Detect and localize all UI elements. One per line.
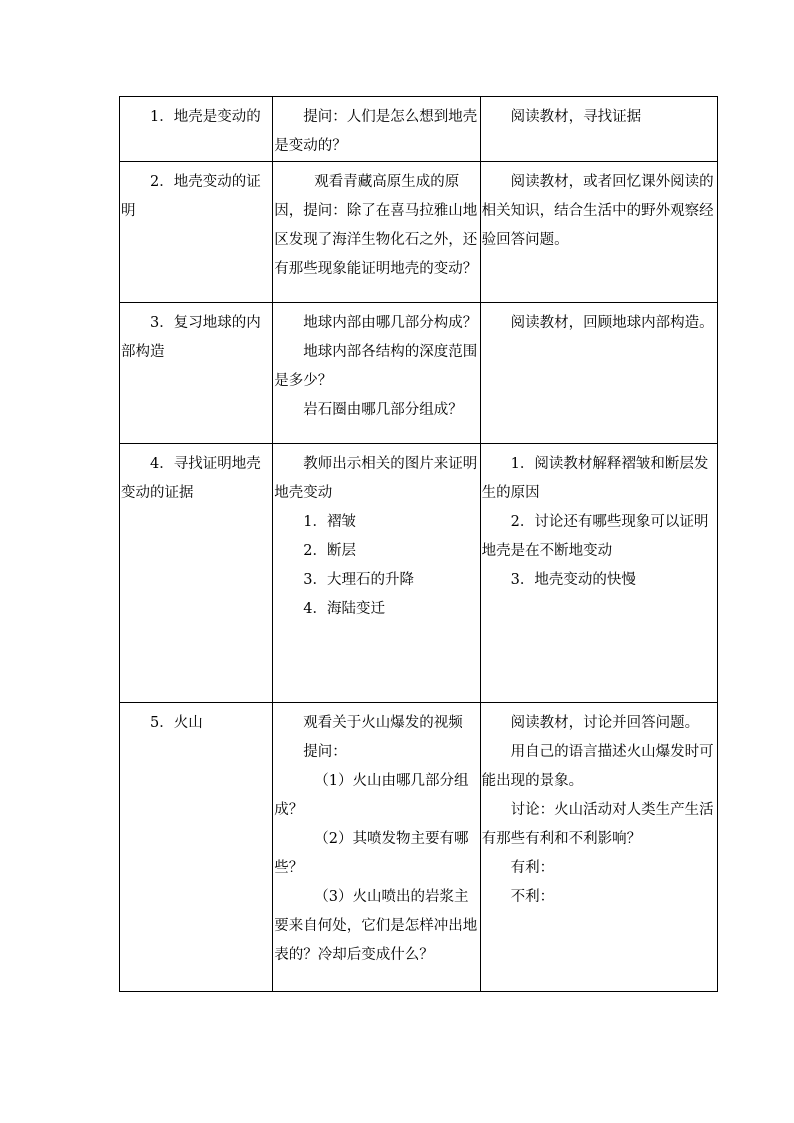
teacher-activity-cell [273,444,480,703]
student-text: 3．地壳变动的快慢 [510,572,636,588]
teacher-text: 教师出示相关的图片来证明地壳变动 [274,456,478,501]
teacher-activity-cell [273,703,480,992]
teacher-question: （1）火山由哪几部分组成？ [274,773,469,818]
topic-text: 2．地壳变动的证明 [121,174,261,219]
teacher-list-item: 1．褶皱 [303,514,356,530]
topic-text: 1．地壳是变动的 [150,109,261,125]
student-text: 有利： [510,860,555,876]
teacher-text: 提问：人们是怎么想到地壳是变动的？ [274,109,478,154]
teacher-list-item: 3．大理石的升降 [303,572,414,588]
topic-cell [120,444,273,703]
teacher-text: 观看关于火山爆发的视频 [303,715,463,731]
student-text: 不利： [510,889,555,905]
teacher-text: 提问： [303,744,347,760]
teacher-question: （3）火山喷出的岩浆主要来自何处，它们是怎样冲出地表的？冷却后变成什么？ [274,889,478,963]
topic-cell [120,703,273,992]
teacher-activity-cell [273,162,480,303]
student-text: 阅读教材，或者回忆课外阅读的相关知识，结合生活中的野外观察经验回答问题。 [481,174,714,248]
teacher-activity-cell [273,303,480,444]
table-row [120,444,718,703]
student-text: 2．讨论还有哪些现象可以证明地壳是在不断地变动 [481,514,709,559]
teacher-text: 地球内部各结构的深度范围是多少？ [274,344,478,389]
teacher-text: 观看青藏高原生成的原因，提问：除了在喜马拉雅山地区发现了海洋生物化石之外，还有那些现象能证明地壳的变动？ [274,174,478,277]
student-text: 1．阅读教材解释褶皱和断层发生的原因 [481,456,709,501]
student-text: 用自己的语言描述火山爆发时可能出现的景象。 [481,744,714,789]
topic-text: 3．复习地球的内部构造 [121,315,261,360]
teacher-text: 地球内部由哪几部分构成？ [303,315,478,331]
table-row [120,703,718,992]
teacher-list-item: 2．断层 [303,543,356,559]
student-text: 阅读教材，寻找证据 [510,109,642,125]
topic-cell [120,303,273,444]
table-row [120,97,718,162]
lesson-plan-table [119,96,718,992]
student-activity-cell [480,303,717,444]
topic-text: 4．寻找证明地壳变动的证据 [121,456,261,501]
student-text: 讨论：火山活动对人类生产生活有那些有利和不利影响？ [481,802,714,847]
student-activity-cell [480,703,717,992]
student-text: 阅读教材，讨论并回答问题。 [510,715,700,731]
teacher-text: 岩石圈由哪几部分组成？ [303,402,463,418]
table-row [120,303,718,444]
student-text: 阅读教材，回顾地球内部构造。 [510,315,714,331]
topic-text: 5．火山 [150,715,203,731]
teacher-activity-cell [273,97,480,162]
topic-cell [120,162,273,303]
student-activity-cell [480,162,717,303]
student-activity-cell [480,97,717,162]
topic-cell [120,97,273,162]
teacher-list-item: 4．海陆变迁 [303,601,385,617]
teacher-question: （2）其喷发物主要有哪些？ [274,831,469,876]
student-activity-cell [480,444,717,703]
table-row [120,162,718,303]
